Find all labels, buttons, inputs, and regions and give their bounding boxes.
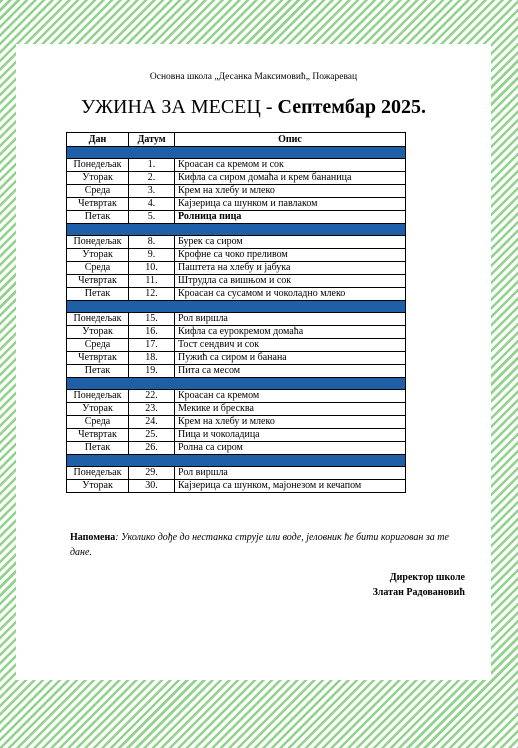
table-row bbox=[67, 339, 406, 352]
cell-desc: Паштета на хлебу и јабука bbox=[175, 262, 406, 275]
cell-desc: Штрудла са вишњом и сок bbox=[175, 275, 406, 288]
table-row bbox=[67, 442, 406, 455]
cell-day: Петак bbox=[67, 288, 129, 301]
note-label: Напомена bbox=[70, 532, 116, 543]
week-separator-cell bbox=[67, 224, 406, 236]
header-desc: Опис bbox=[175, 133, 406, 147]
cell-day: Среда bbox=[67, 185, 129, 198]
table-row bbox=[67, 403, 406, 416]
table-row bbox=[67, 365, 406, 378]
cell-date: 29. bbox=[129, 467, 175, 480]
week-separator-row bbox=[67, 455, 406, 467]
cell-day: Понедељак bbox=[67, 467, 129, 480]
header-day: Дан bbox=[67, 133, 129, 147]
week-separator-cell bbox=[67, 455, 406, 467]
cell-desc: Рол виршла bbox=[175, 313, 406, 326]
cell-date: 5. bbox=[129, 211, 175, 224]
cell-day: Понедељак bbox=[67, 313, 129, 326]
cell-date: 30. bbox=[129, 480, 175, 493]
cell-date: 24. bbox=[129, 416, 175, 429]
week-separator-row bbox=[67, 147, 406, 159]
cell-desc: Рол виршла bbox=[175, 467, 406, 480]
cell-desc: Кајзерица са шунком и павлаком bbox=[175, 198, 406, 211]
note-text: : Уколико дође до нестанка струје или воде, јеловник ће бити коригован за те дане. bbox=[70, 532, 449, 558]
signature-role: Директор школе bbox=[389, 572, 465, 583]
table-row bbox=[67, 326, 406, 339]
week-separator-row bbox=[67, 378, 406, 390]
cell-day: Четвртак bbox=[67, 429, 129, 442]
table-row bbox=[67, 429, 406, 442]
cell-day: Среда bbox=[67, 339, 129, 352]
cell-day: Среда bbox=[67, 416, 129, 429]
table-row bbox=[67, 467, 406, 480]
signature-name: Златан Радовановић bbox=[372, 587, 465, 598]
table-row bbox=[67, 480, 406, 493]
cell-desc: Тост сендвич и сок bbox=[175, 339, 406, 352]
cell-day: Петак bbox=[67, 211, 129, 224]
cell-day: Уторак bbox=[67, 403, 129, 416]
cell-date: 2. bbox=[129, 172, 175, 185]
cell-desc: Кроасан са кремом и сок bbox=[175, 159, 406, 172]
week-separator-row bbox=[67, 301, 406, 313]
cell-day: Четвртак bbox=[67, 275, 129, 288]
cell-date: 9. bbox=[129, 249, 175, 262]
cell-day: Понедељак bbox=[67, 159, 129, 172]
cell-day: Петак bbox=[67, 365, 129, 378]
cell-day: Четвртак bbox=[67, 352, 129, 365]
cell-date: 10. bbox=[129, 262, 175, 275]
cell-date: 11. bbox=[129, 275, 175, 288]
table-row bbox=[67, 172, 406, 185]
cell-desc: Кифла са сиром домаћа и крем бананица bbox=[175, 172, 406, 185]
cell-day: Понедељак bbox=[67, 390, 129, 403]
cell-desc: Пица и чоколадица bbox=[175, 429, 406, 442]
table-row bbox=[67, 416, 406, 429]
table-row bbox=[67, 249, 406, 262]
table-row bbox=[67, 236, 406, 249]
table-row bbox=[67, 262, 406, 275]
cell-date: 26. bbox=[129, 442, 175, 455]
table-row bbox=[67, 313, 406, 326]
cell-day: Уторак bbox=[67, 326, 129, 339]
cell-date: 23. bbox=[129, 403, 175, 416]
cell-date: 19. bbox=[129, 365, 175, 378]
cell-desc: Крофне са чоко преливом bbox=[175, 249, 406, 262]
cell-date: 17. bbox=[129, 339, 175, 352]
cell-date: 4. bbox=[129, 198, 175, 211]
cell-date: 1. bbox=[129, 159, 175, 172]
table-row bbox=[67, 390, 406, 403]
cell-day: Петак bbox=[67, 442, 129, 455]
table-row bbox=[67, 288, 406, 301]
cell-date: 15. bbox=[129, 313, 175, 326]
cell-date: 12. bbox=[129, 288, 175, 301]
cell-desc: Кајзерица са шунком, мајонезом и кечапом bbox=[175, 480, 406, 493]
title-main: УЖИНА ЗА МЕСЕЦ - bbox=[80, 96, 278, 118]
header-date: Датум bbox=[129, 133, 175, 147]
school-name: Основна школа „Десанка Максимовић„ Пожаревац bbox=[149, 72, 358, 82]
table-row bbox=[67, 159, 406, 172]
cell-date: 22. bbox=[129, 390, 175, 403]
page-title bbox=[16, 96, 491, 119]
cell-day: Понедељак bbox=[67, 236, 129, 249]
cell-day: Четвртак bbox=[67, 198, 129, 211]
cell-desc: Кифла са еурокремом домаћа bbox=[175, 326, 406, 339]
table-row bbox=[67, 211, 406, 224]
table-row bbox=[67, 185, 406, 198]
cell-desc: Кроасан са сусамом и чоколадно млеко bbox=[175, 288, 406, 301]
week-separator-cell bbox=[67, 147, 406, 159]
cell-desc: Крем на хлебу и млеко bbox=[175, 416, 406, 429]
cell-date: 3. bbox=[129, 185, 175, 198]
cell-desc: Мекике и бресква bbox=[175, 403, 406, 416]
cell-date: 25. bbox=[129, 429, 175, 442]
cell-date: 8. bbox=[129, 236, 175, 249]
cell-date: 18. bbox=[129, 352, 175, 365]
cell-desc: Ролна са сиром bbox=[175, 442, 406, 455]
table-row bbox=[67, 198, 406, 211]
cell-desc: Кроасан са кремом bbox=[175, 390, 406, 403]
title-month: Септембар 2025. bbox=[277, 96, 427, 118]
cell-day: Среда bbox=[67, 262, 129, 275]
table-row bbox=[67, 275, 406, 288]
signature-block bbox=[373, 570, 465, 600]
note bbox=[70, 530, 470, 560]
cell-desc: Пита са месом bbox=[175, 365, 406, 378]
cell-day: Уторак bbox=[67, 249, 129, 262]
cell-day: Уторак bbox=[67, 172, 129, 185]
cell-desc: Крем на хлебу и млеко bbox=[175, 185, 406, 198]
document-page bbox=[16, 44, 491, 680]
menu-table bbox=[66, 132, 406, 493]
cell-desc: Пужић са сиром и банана bbox=[175, 352, 406, 365]
cell-day: Уторак bbox=[67, 480, 129, 493]
week-separator-row bbox=[67, 224, 406, 236]
table-header-row bbox=[67, 133, 406, 147]
cell-desc: Бурек са сиром bbox=[175, 236, 406, 249]
cell-desc: Ролница пица bbox=[175, 211, 406, 224]
menu-table-body bbox=[67, 147, 406, 493]
week-separator-cell bbox=[67, 378, 406, 390]
table-row bbox=[67, 352, 406, 365]
week-separator-cell bbox=[67, 301, 406, 313]
cell-date: 16. bbox=[129, 326, 175, 339]
